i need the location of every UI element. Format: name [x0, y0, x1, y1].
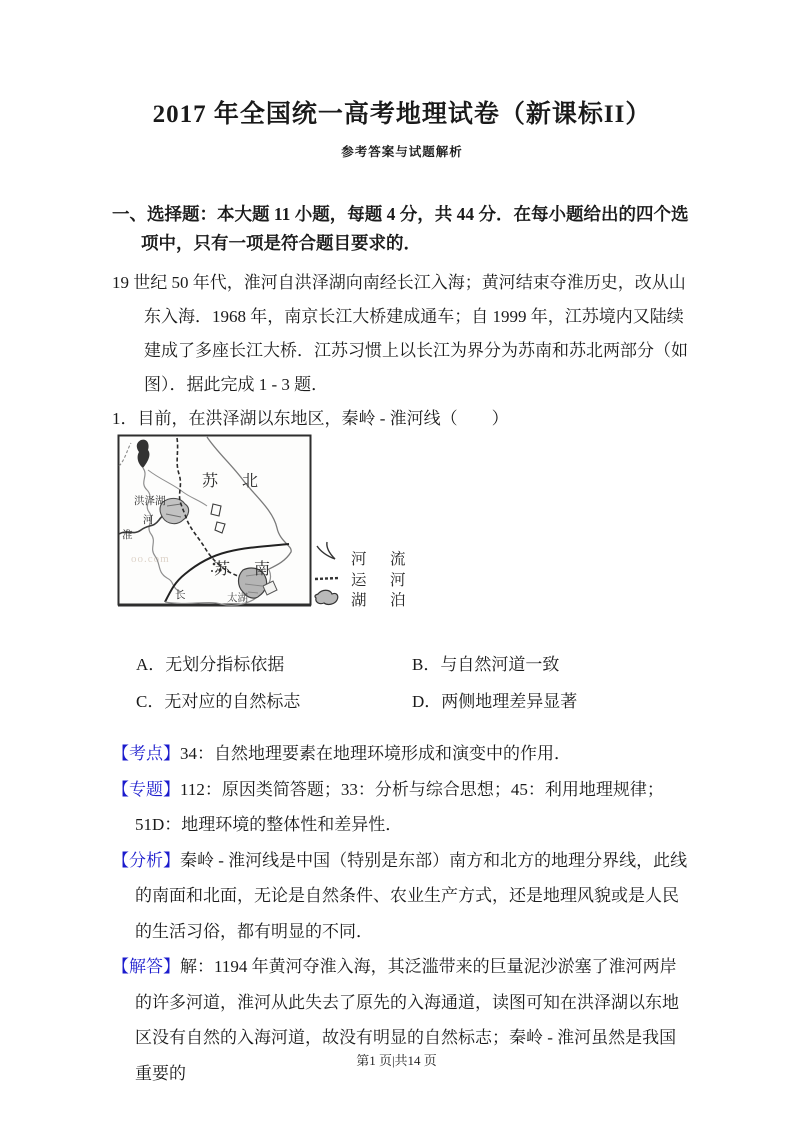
jiangsu-map-svg	[117, 434, 432, 612]
jieda-tag: 【解答】	[112, 957, 180, 976]
scan-watermark: oo.com	[131, 553, 170, 565]
kaodian-block	[112, 736, 692, 772]
legend-lake-label: 湖 泊	[351, 592, 410, 609]
option-d: D．两侧地理差异显著	[412, 692, 578, 711]
kaodian-text: 34：自然地理要素在地理环境形成和演变中的作用．	[180, 744, 571, 763]
option-a: A．无划分指标依据	[136, 655, 285, 674]
label-su-bei: 苏 北	[202, 473, 263, 490]
question-1-options	[112, 646, 692, 720]
fenxi-block	[112, 843, 692, 950]
zhuanti-block	[112, 772, 692, 843]
question-passage: 19 世纪 50 年代，淮河自洪泽湖向南经长江入海；黄河结束夺淮历史，改从山东入海．1968 年，南京长江大桥建成通车；自 1999 年，江苏境内又陆续建成了多座长江大桥．江苏习惯上以长江为界分为苏南和苏北两部分（如图）．据此完成 1 - 3 题．	[112, 273, 688, 394]
legend-lake-icon	[315, 590, 338, 604]
kaodian-tag: 【考点】	[112, 744, 180, 763]
section-heading: 一、选择题：本大题 11 小题，每题 4 分，共 44 分．在每小题给出的四个选项中，只有一项是符合题目要求的．	[112, 204, 689, 253]
legend-river-label: 河 流	[351, 551, 410, 568]
islet-dot	[211, 570, 213, 572]
map-legend	[315, 542, 410, 609]
question-1-stem: 1．目前，在洪泽湖以东地区，秦岭 - 淮河线（ ）	[112, 409, 509, 428]
fenxi-tag: 【分析】	[112, 850, 180, 870]
label-hongze-lake: 洪泽湖	[134, 496, 166, 507]
label-chang-char: 长	[175, 590, 186, 601]
label-su-nan: 苏 南	[214, 561, 275, 578]
fenxi-text: 秦岭 - 淮河线是中国（特别是东部）南方和北方的地理分界线，此线的南面和北面，无论是自然条件、农业生产方式，还是地理风貌或是人民的生活习俗，都有明显的不同．	[135, 850, 688, 941]
zhuanti-text: 112：原因类简答题；33：分析与综合思想；45：利用地理规律；51D：地理环境的整体性和差异性．	[135, 779, 664, 834]
page-content	[112, 0, 692, 1091]
legend-canal-icon	[315, 578, 339, 579]
legend-canal-label: 运 河	[351, 572, 410, 589]
label-taihu: 太湖	[227, 593, 248, 604]
answer-analysis	[112, 736, 692, 1091]
jiangsu-map-figure	[117, 434, 432, 612]
page-subtitle: 参考答案与试题解析	[341, 145, 463, 159]
label-huai-char: 淮	[122, 530, 133, 541]
jieda-block	[112, 949, 692, 1091]
page-title: 2017 年全国统一高考地理试卷（新课标II）	[152, 101, 652, 128]
option-c: C．无对应的自然标志	[136, 692, 301, 711]
page-footer: 第1 页|共14 页	[356, 1053, 437, 1068]
option-b: B．与自然河道一致	[412, 655, 560, 674]
label-he-char: 河	[143, 515, 154, 526]
zhuanti-tag: 【专题】	[112, 779, 180, 799]
jieda-text: 解：1194 年黄河夺淮入海，其泛滥带来的巨量泥沙淤塞了淮河两岸的许多河道，淮河从此失去了原先的入海通道，读图可知在洪泽湖以东地区没有自然的入海河道，故没有明显的自然标志；秦岭 - 淮河虽然是我国重要的	[135, 957, 679, 1083]
